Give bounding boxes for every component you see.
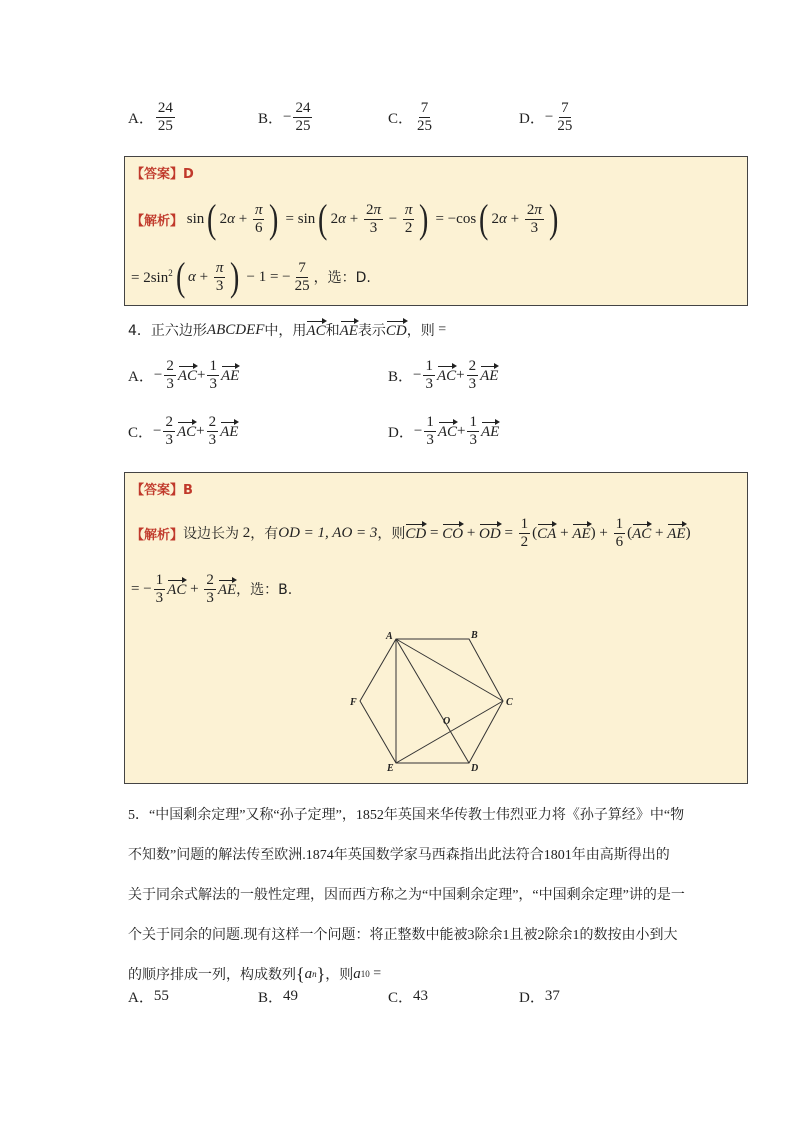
q5-option-c: C． 43 (388, 988, 429, 1006)
label-o: O (443, 716, 451, 727)
q5-line-4: 个关于同余的问题.现有这样一个问题：将正整数中能被3除余1且被2除余1的数按由小到大 (128, 928, 678, 943)
q4-answer-box (124, 472, 748, 784)
q3-option-a: A． $\frac{24}{25}$ (128, 100, 173, 134)
label-d: D (471, 763, 479, 773)
q3-answer-box (124, 156, 748, 306)
label-f: F (350, 697, 357, 708)
q5-line-3: 关于同余式解法的一般性定理，因而西方称之为“中国剩余定理”，“中国剩余定理”讲的是一 (128, 888, 685, 903)
q4-stem: 4． 正六边形 ABCDEF 中，用 AC 和 AE 表示 CD ，则 = (128, 321, 447, 339)
q5-option-b: B． 49 (258, 988, 299, 1006)
q3-answer: 【答案】D (131, 167, 194, 182)
segment-ac (396, 639, 503, 701)
q3-option-b: B． − $\frac{24}{25}$ (258, 100, 311, 134)
q3-analysis-line1: 【解析】 sin ( 2 α + $\frac{\pi}{6}$ ) = sin ( 2 α + $\frac{2\pi}{3}$ − $\frac{\pi}{2}$ ) = −cos ( 2 α + $\frac{2\pi}{3}$ ) (131, 196, 559, 241)
hexagon-diagram (345, 628, 545, 773)
q4-option-a: A． − $\frac{2}{3}$ AC + $\frac{1}{3}$ AE (128, 358, 240, 392)
label-e: E (387, 763, 394, 773)
q4-analysis-line1: 【解析】 设边长为 2 ，有 OD = 1, AO = 3 ，则 CD = CO + OD = $\frac{1}{2}$ ( CA + AE ) + $\frac{1}{6}$ ( AC + AE ) (131, 516, 691, 550)
q3-option-d: D． − $\frac{7}{25}$ (519, 100, 573, 134)
q5-line-2: 不知数”问题的解法传至欧洲.1874年英国数学家马西森指出此法符合1801年由高斯得出的 (128, 848, 670, 863)
q5-line-1: 5．“中国剩余定理”又称“孙子定理”，1852年英国来华传教士伟烈亚力将《孙子算经》中“物 (128, 808, 685, 823)
hexagon-outline (360, 639, 503, 763)
q5-line-5: 的顺序排成一列，构成数列 { a n } ，则 a 10 = (128, 963, 382, 984)
label-a: A (386, 631, 393, 642)
q3-analysis-line2: = $2\sin^2$ ( α + $\frac{\pi}{3}$ ) − 1 = − $\frac{7}{25}$ ，选：D. (131, 254, 371, 299)
q4-analysis-line2: = − $\frac{1}{3}$ AC + $\frac{2}{3}$ AE ，选：B. (131, 572, 293, 606)
q4-option-c: C． − $\frac{2}{3}$ AC + $\frac{2}{3}$ AE (128, 414, 239, 448)
q3-option-c: C． $\frac{7}{25}$ (388, 100, 433, 134)
segment-ec (396, 701, 503, 763)
segment-ad (396, 639, 469, 763)
q5-option-a: A． 55 (128, 988, 169, 1006)
q4-option-b: B． − $\frac{1}{3}$ AC + $\frac{2}{3}$ AE (388, 358, 499, 392)
q4-option-d: D． − $\frac{1}{3}$ AC + $\frac{1}{3}$ AE (388, 414, 500, 448)
label-b: B (471, 630, 478, 641)
q4-answer: 【答案】B (131, 483, 193, 498)
q5-stem (128, 794, 748, 994)
label-c: C (506, 697, 513, 708)
q5-option-d: D． 37 (519, 988, 560, 1006)
